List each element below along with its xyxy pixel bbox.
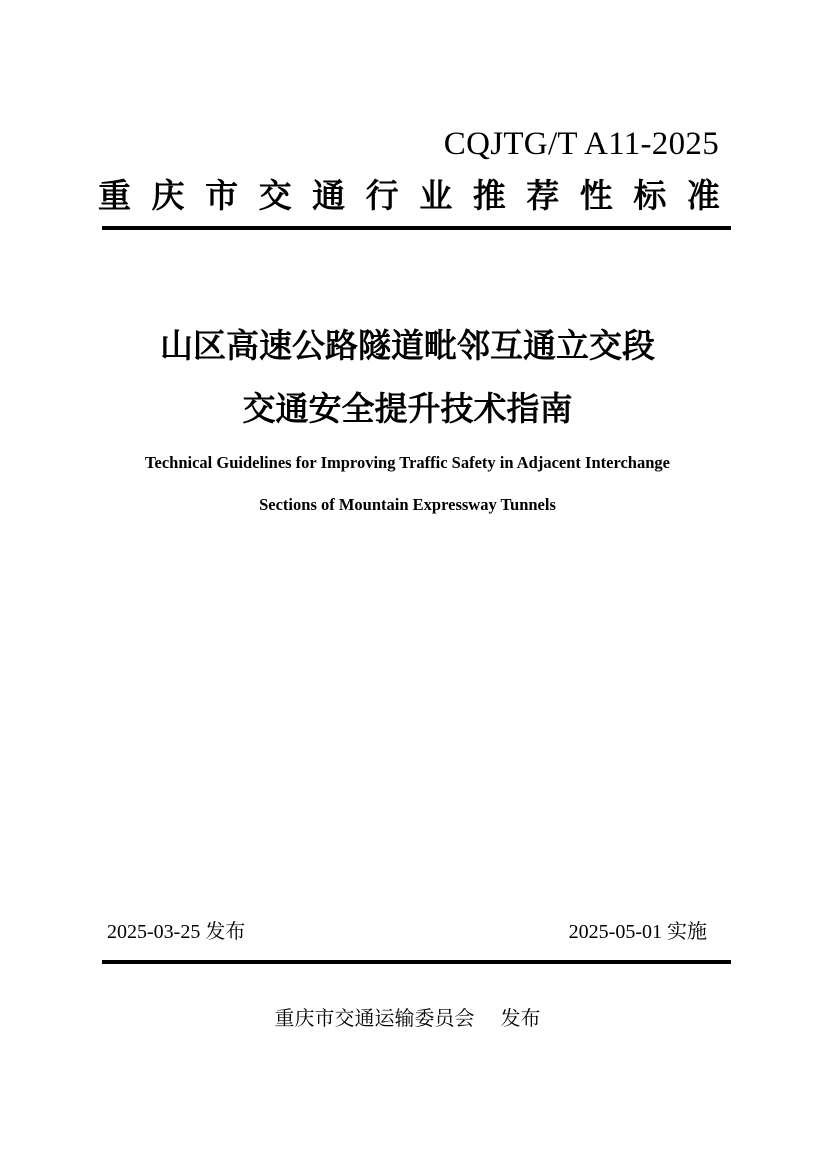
standard-type-char: 庆 xyxy=(151,176,185,215)
standard-type-char: 业 xyxy=(419,176,453,215)
standard-type-heading xyxy=(98,172,720,220)
english-title-line-1: Technical Guidelines for Improving Traffic Safety in Adjacent Interchange xyxy=(145,453,670,472)
standard-type-char: 交 xyxy=(258,176,292,215)
chinese-title-line-2: 交通安全提升技术指南 xyxy=(242,389,573,428)
standard-type-char: 推 xyxy=(472,176,506,215)
standard-type-char: 标 xyxy=(633,176,667,215)
standard-type-char: 行 xyxy=(365,176,399,215)
standard-type-char: 荐 xyxy=(526,176,560,215)
standard-type-char: 性 xyxy=(579,176,613,215)
standard-type-char: 准 xyxy=(686,176,720,215)
publisher-name: 重庆市交通运输委员会 xyxy=(274,1006,475,1030)
standard-type-char: 重 xyxy=(98,176,131,215)
english-title-line-2: Sections of Mountain Expressway Tunnels xyxy=(259,495,556,514)
chinese-title-line-1: 山区高速公路隧道毗邻互通立交段 xyxy=(160,326,655,365)
implement-label: 实施 xyxy=(667,919,707,943)
implement-date: 2025-05-01 xyxy=(568,921,662,943)
standard-type-char: 通 xyxy=(312,176,346,215)
standard-type-char: 市 xyxy=(205,176,239,215)
publisher-line xyxy=(0,1004,815,1032)
issue-label: 发布 xyxy=(500,1006,541,1030)
publish-date-block xyxy=(107,918,245,945)
implement-date-block xyxy=(569,918,707,945)
bottom-divider xyxy=(102,960,731,964)
publish-label: 发布 xyxy=(205,919,246,943)
top-divider xyxy=(102,226,731,230)
standard-code: CQJTG/T A11-2025 xyxy=(443,126,719,162)
publish-date: 2025-03-25 xyxy=(107,921,201,943)
